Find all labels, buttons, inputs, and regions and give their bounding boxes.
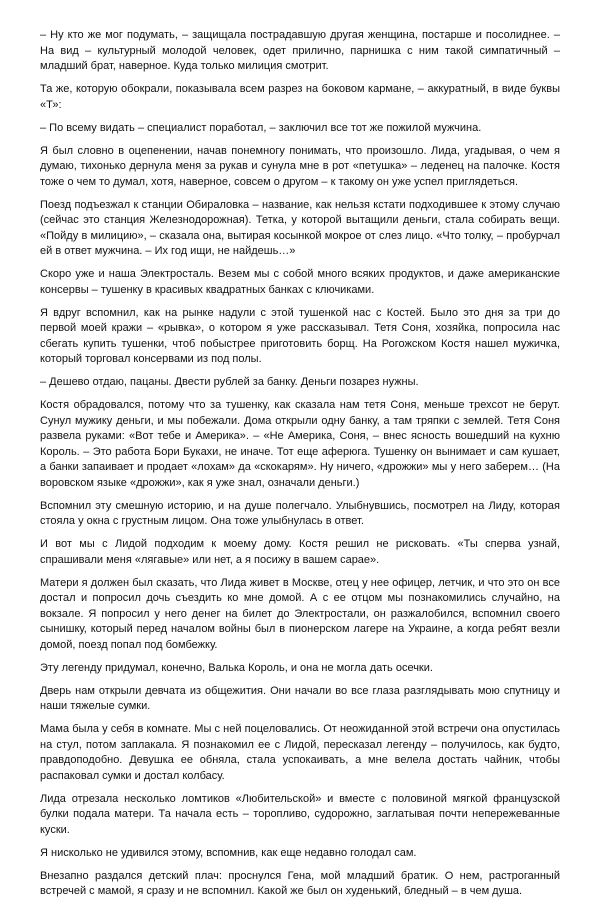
document-page <box>40 28 560 907</box>
paragraph: Я нисколько не удивился этому, вспомнив, как еще недавно голодал сам. <box>40 846 417 859</box>
paragraph: Дверь нам открыли девчата из общежития. Они начали во все глаза разглядывать мою спутницу и наши тяжелые сумки. <box>40 684 560 712</box>
paragraph: Поезд подъезжал к станции Обираловка – название, как нельзя кстати подходившее к этому случаю (сейчас это станция Железнодорожная). Тетка, у которой вытащили деньги, стала собирать вещи. «Пойду в милицию», – сказала она, вытирая косынкой мокрое от слез лицо. «Что толку, – пробурчал ей в ответ мужчина. – Их год ищи, не найдешь…» <box>40 198 560 257</box>
paragraph: Костя обрадовался, потому что за тушенку, как сказала нам тетя Соня, меньше трехсот не берут. Сунул мужику деньги, и мы побежали. Дома открыли одну банку, а там тряпки с землей. Тетя Соня развела руками: «Вот тебе и Америка». – «Не Америка, Соня, – внес ясность вошедший на кухню Король. – Это работа Бори Букахи, не иначе. Тот еще аферюга. Тушенку он вынимает и сам кушает, а банки запаивает и продает «лохам» да «скокарям». Ну ничего, «дрожжи» мы у него заберем… (На воровском языке «дрожжи», как я уже знал, означали деньги.) <box>40 399 560 489</box>
paragraph: Матери я должен был сказать, что Лида живет в Москве, отец у нее офицер, летчик, и что это он все достал и попросил дочь съездить ко мне домой. А с ее отцом мы познакомились случайно, на вокзале. Я попросил у него денег на билет до Электростали, он разжалобился, вспомнил своего сынишку, который перед началом войны был в пионерском лагере на Украине, а когда ребят везли домой, поезд попал под бомбежку. <box>40 576 560 651</box>
paragraph: Та же, которую обокрали, показывала всем разрез на боковом кармане, – аккуратный, в виде буквы «Т»: <box>40 83 560 111</box>
paragraph: – Дешево отдаю, пацаны. Двести рублей за банку. Деньги позарез нужны. <box>40 376 419 388</box>
paragraph: И вот мы с Лидой подходим к моему дому. Костя решил не рисковать. «Ты сперва узнай, спрашивали меня «лягавые» или нет, а я посижу в вашем сарае». <box>40 538 560 566</box>
paragraph: Вспомнил эту смешную историю, и на душе полегчало. Улыбнувшись, посмотрел на Лиду, которая стояла у окна с грустным лицом. Она тоже улыбнулась в ответ. <box>40 499 560 527</box>
paragraph: Я был словно в оцепенении, начав понемногу понимать, что произошло. Лида, угадывая, о чем я думаю, тихонько дернула меня за рукав и сунула мне в рот «петушка» – леденец на палочке. Костя тоже о чем то думал, хотя, наверное, совсем о другом – к такому он уже успел приглядеться. <box>40 144 560 188</box>
paragraph: – По всему видать – специалист поработал, – заключил все тот же пожилой мужчина. <box>40 121 482 134</box>
paragraph: Эту легенду придумал, конечно, Валька Король, и она не могла дать осечки. <box>40 661 433 674</box>
paragraph: Скоро уже и наша Электросталь. Везем мы с собой много всяких продуктов, и даже американские консервы – тушенку в красивых квадратных банках с ключиками. <box>40 268 560 296</box>
paragraph: Лида отрезала несколько ломтиков «Любительской» и вместе с половиной мягкой французской булки подала матери. Та начала есть – торопливо, судорожно, заглатывая почти непережеванные куски. <box>40 792 560 836</box>
paragraph: – Ну кто же мог подумать, – защищала пострадавшую другая женщина, постарше и посолиднее. – На вид – культурный молодой человек, одет прилично, парнишка с ним такой симпатичный – младший брат, наверное. Куда только милиция смотрит. <box>40 29 560 72</box>
paragraph: Мама была у себя в комнате. Мы с ней поцеловались. От неожиданной этой встречи она опустилась на стул, потом заплакала. Я познакомил ее с Лидой, пересказал легенду – получилось, как будто, правдоподобно. Девушка ее обняла, стала успокаивать, а мне велела достать чайник, чтобы распаковал сумки и достал колбасу. <box>40 723 560 782</box>
paragraph: Внезапно раздался детский плач: проснулся Гена, мой младший братик. О нем, растроганный встречей с мамой, я сразу и не вспомнил. Какой же был он худенький, бледный – в чем душа. <box>40 869 560 897</box>
paragraph: Я вдруг вспомнил, как на рынке надули с этой тушенкой нас с Костей. Было это дня за три до первой моей кражи – «рывка», о котором я уже рассказывал. Тетя Соня, хозяйка, попросила нас сбегать купить тушенки, чтоб побыстрее приготовить борщ. На Рогожском Костя нашел мужичка, который торговал консервами из под полы. <box>40 306 560 365</box>
